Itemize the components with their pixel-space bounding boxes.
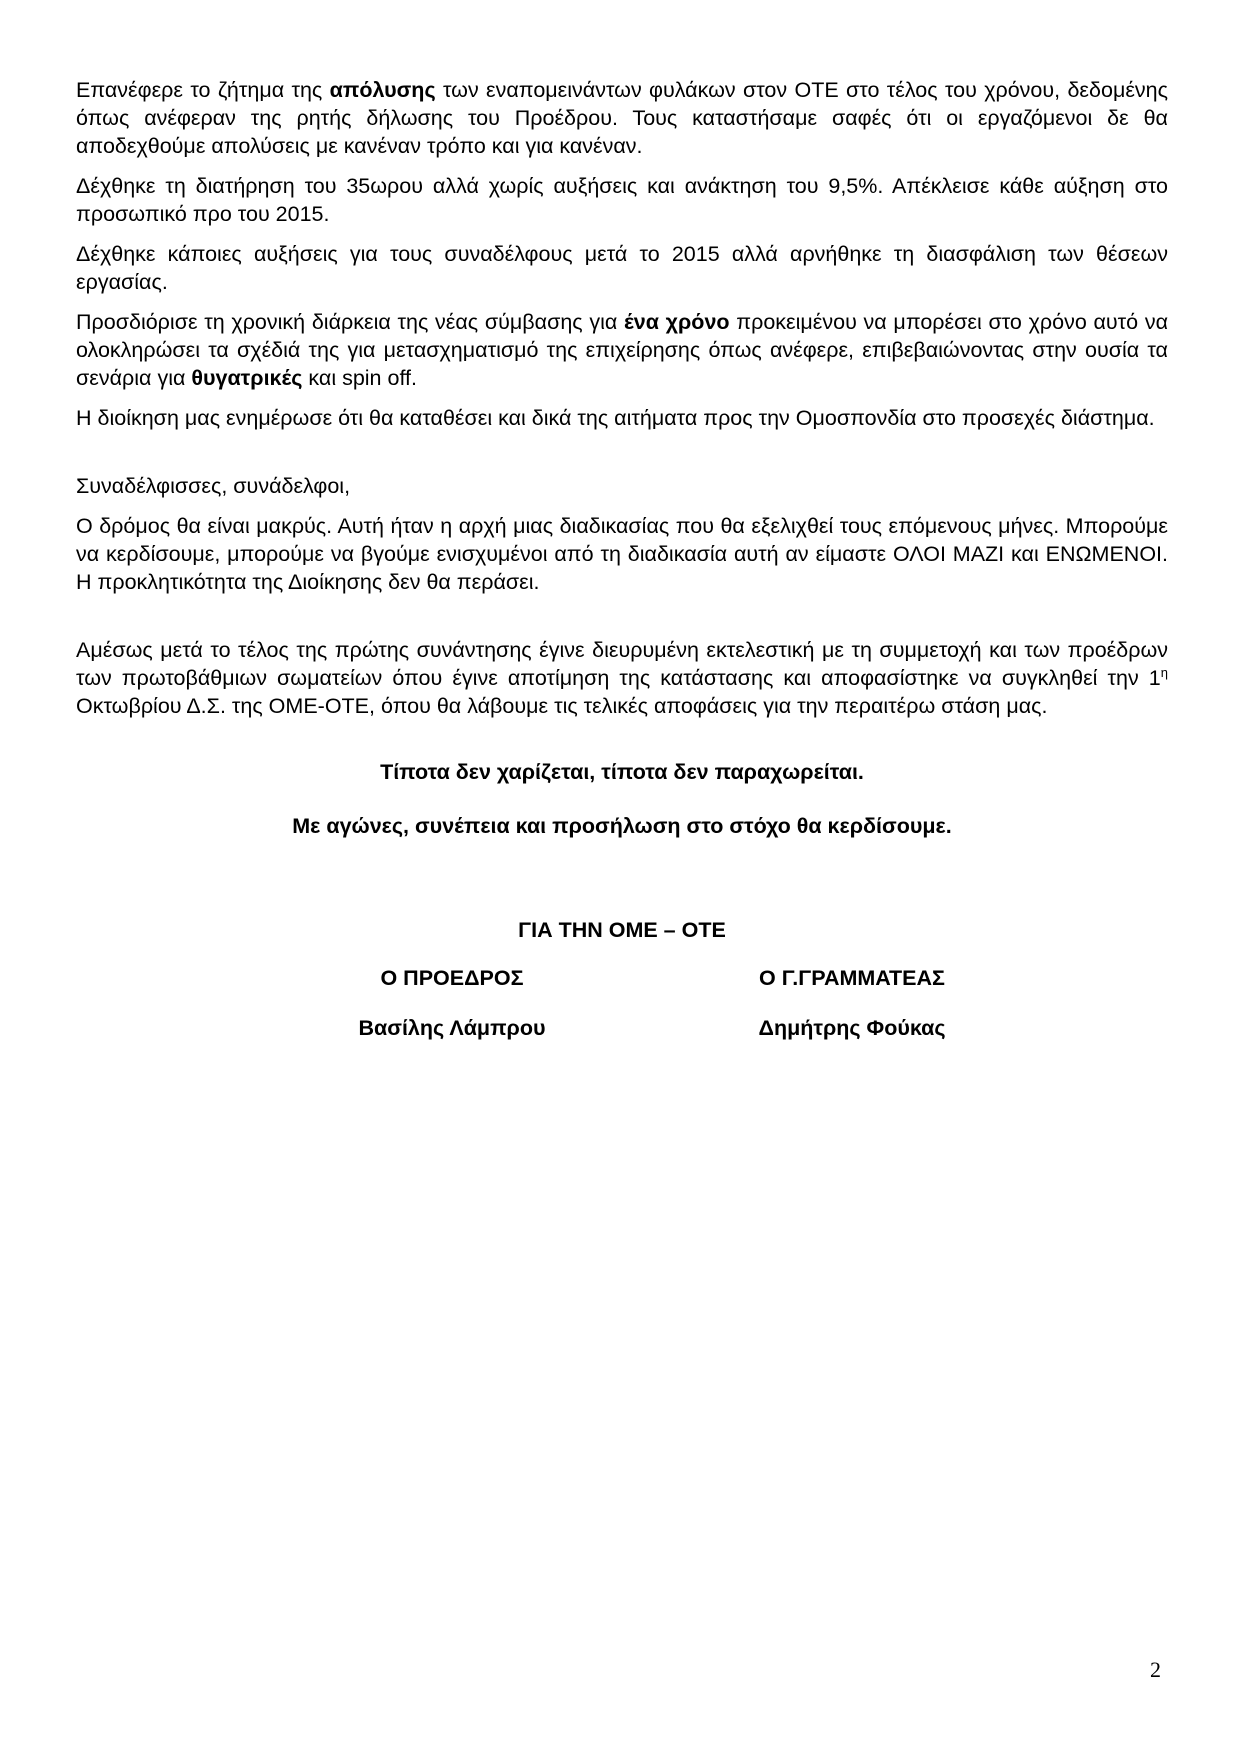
president-title: Ο ΠΡΟΕΔΡΟΣ [380, 966, 524, 990]
bold-segment: ένα χρόνο [624, 310, 730, 334]
bold-segment: απόλυσης [329, 78, 436, 102]
meeting-paragraph [76, 636, 1168, 720]
page-number: 2 [1150, 1657, 1161, 1682]
president-name: Βασίλης Λάμπρου [358, 1016, 546, 1040]
text-segment: Δέχθηκε κάποιες αυξήσεις για τους συναδέλφους μετά το 2015 αλλά αρνήθηκε τη διασφάλιση των θέσεων εργασίας. [76, 242, 1168, 294]
signature-names [76, 1016, 1168, 1044]
text-segment: των εναπομεινάντων φυλάκων στον ΟΤΕ στο τέλος του χρόνου, δεδομένης όπως ανέφεραν της ρητής δήλωσης του Προέδρου. Τους καταστήσαμε σαφές ότι οι εργαζόμενοι δε θα αποδεχθούμε απολύσεις με κανέναν τρόπο και για κανέναν. [76, 78, 1168, 158]
paragraph-raises [76, 240, 1168, 296]
slogan-1: Τίποτα δεν χαρίζεται, τίποτα δεν παραχωρείται. [380, 760, 864, 784]
paragraph-dismissals [76, 76, 1168, 160]
secretary-name: Δημήτρης Φούκας [758, 1016, 946, 1040]
paragraph-management-demands [76, 404, 1168, 432]
text-segment: Προσδιόρισε τη χρονική διάρκεια της νέας σύμβασης για [76, 310, 625, 334]
signature-titles [76, 966, 1168, 994]
text-segment: και spin off. [302, 366, 417, 390]
slogan-2: Με αγώνες, συνέπεια και προσήλωση στο στόχο θα κερδίσουμε. [292, 814, 952, 838]
greeting: Συναδέλφισσες, συνάδελφοι, [76, 474, 351, 498]
paragraph-35-hours [76, 172, 1168, 228]
ordinal-superscript: η [1160, 664, 1168, 680]
text-segment: Δέχθηκε τη διατήρηση του 35ωρου αλλά χωρίς αυξήσεις και ανάκτηση του 9,5%. Απέκλεισε κάθε αύξηση στο προσωπικό προ του 2015. [76, 174, 1168, 226]
paragraph-contract-duration [76, 308, 1168, 392]
document-page [76, 76, 1168, 1044]
text-segment: Η διοίκηση μας ενημέρωσε ότι θα καταθέσει και δικά της αιτήματα προς την Ομοσπονδία στο προσεχές διάστημα. [76, 406, 1155, 430]
text-segment: προκειμένου να μπορέσει στο χρόνο αυτό να ολοκληρώσει τα σχέδιά της για μετασχηματισμό της επιχείρησης όπως ανέφερε, επιβεβαιώνοντας στην ουσία τα σενάρια για [76, 310, 1169, 390]
signature-org: ΓΙΑ ΤΗΝ ΟΜΕ – ΟΤΕ [518, 918, 726, 942]
closing-paragraph: Ο δρόμος θα είναι μακρύς. Αυτή ήταν η αρχή μιας διαδικασίας που θα εξελιχθεί τους επόμενους μήνες. Μπορούμε να κερδίσουμε, μπορούμε να βγούμε ενισχυμένοι από τη διαδικασία αυτή αν είμαστε ΟΛΟΙ ΜΑΖΙ και ΕΝΩΜΕΝΟΙ. Η προκλητικότητα της Διοίκησης δεν θα περάσει. [76, 514, 1168, 594]
bold-segment: θυγατρικές [191, 366, 303, 390]
text-segment: Οκτωβρίου Δ.Σ. της ΟΜΕ-ΟΤΕ, όπου θα λάβουμε τις τελικές αποφάσεις για την περαιτέρω στάση μας. [76, 694, 1048, 718]
text-segment: Επανέφερε το ζήτημα της [76, 78, 330, 102]
text-segment: Αμέσως μετά το τέλος της πρώτης συνάντησης έγινε διευρυμένη εκτελεστική με τη συμμετοχή και των προέδρων των πρωτοβάθμιων σωματείων όπου έγινε αποτίμηση της κατάστασης και αποφασίστηκε να συγκληθεί την 1 [76, 638, 1168, 690]
secretary-title: Ο Γ.ΓΡΑΜΜΑΤΕΑΣ [759, 966, 945, 990]
